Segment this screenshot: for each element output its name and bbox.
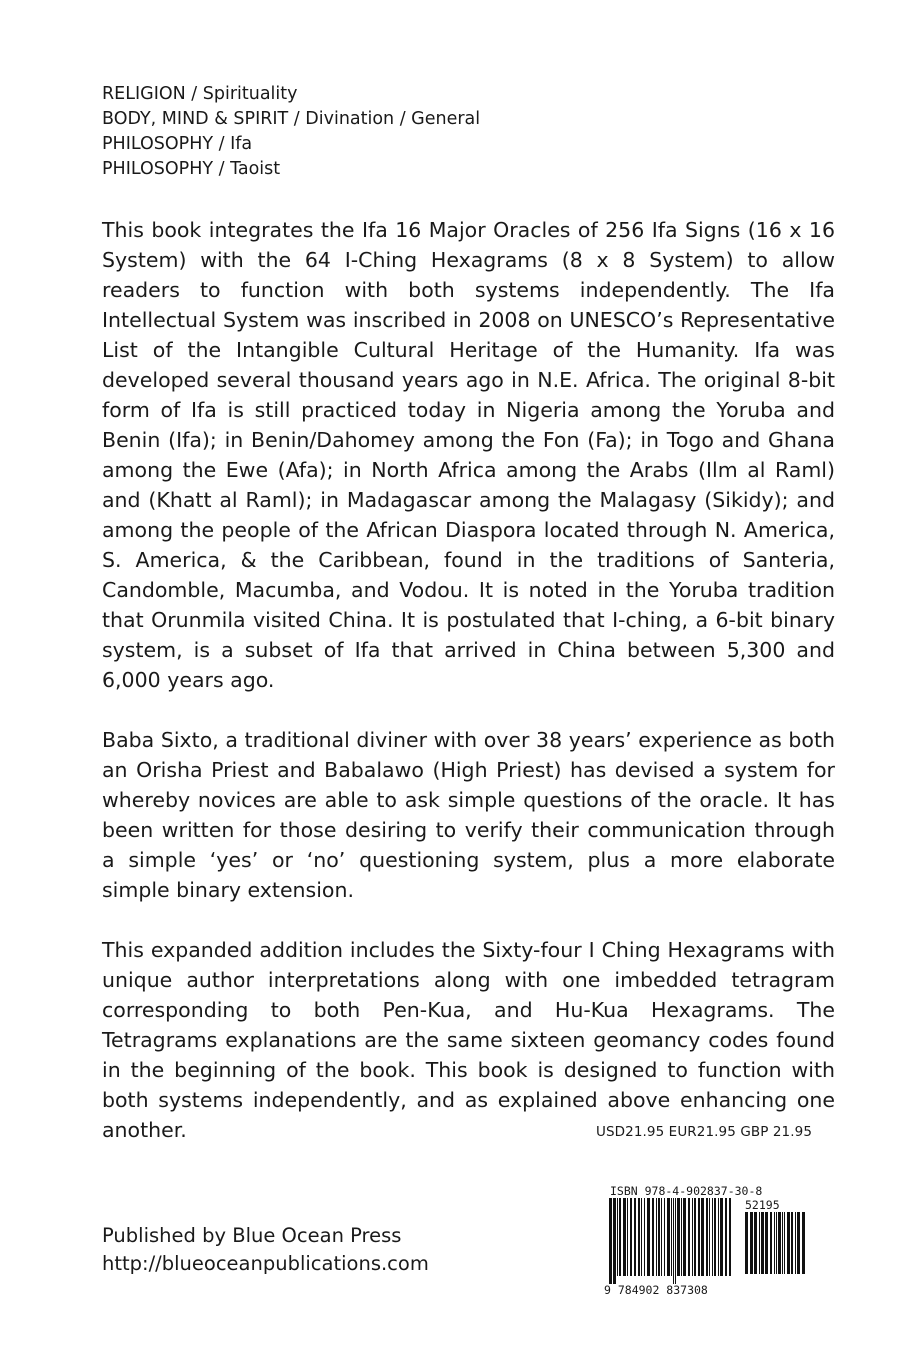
- barcode-bar: [617, 1198, 618, 1276]
- barcode-bar: [701, 1198, 704, 1276]
- barcode-bar: [720, 1198, 723, 1276]
- barcode-bar: [802, 1212, 805, 1274]
- barcode-bar: [627, 1198, 628, 1276]
- barcode-bar: [759, 1212, 760, 1274]
- barcode-bar: [709, 1198, 710, 1276]
- publisher-url: http://blueoceanpublications.com: [102, 1252, 429, 1275]
- barcode-bar: [778, 1212, 781, 1274]
- barcode-bar: [770, 1212, 772, 1274]
- price-line: USD21.95 EUR21.95 GBP 21.95: [596, 1124, 813, 1140]
- barcode-bar: [681, 1198, 682, 1276]
- publisher-name: Published by Blue Ocean Press: [102, 1224, 402, 1247]
- category-line: PHILOSOPHY / Taoist: [102, 159, 281, 179]
- barcode-bar: [725, 1198, 727, 1276]
- barcode-bar: [791, 1212, 793, 1274]
- barcode-bar: [718, 1198, 719, 1276]
- barcode-bar: [630, 1198, 632, 1276]
- barcode-bar: [644, 1198, 645, 1276]
- barcode-bar: [634, 1198, 636, 1276]
- price-addon-bars: [744, 1212, 806, 1288]
- barcode-bar: [776, 1212, 777, 1274]
- publisher-block: [102, 1222, 429, 1278]
- barcode-bar: [675, 1198, 676, 1284]
- barcode-bar: [706, 1198, 708, 1276]
- barcode-bar: [784, 1212, 785, 1274]
- category-line: PHILOSOPHY / Ifa: [102, 134, 253, 154]
- barcode-bar: [787, 1212, 790, 1274]
- barcode-bar: [613, 1198, 616, 1284]
- barcode-bar: [641, 1198, 642, 1276]
- barcode-bar: [671, 1198, 672, 1276]
- book-description: [102, 215, 835, 1175]
- barcode-bar: [683, 1198, 686, 1276]
- ean-barcode-bars: [608, 1198, 734, 1284]
- barcode-bar: [714, 1198, 716, 1276]
- barcode-bar: [795, 1212, 796, 1274]
- barcode-bar: [677, 1198, 680, 1276]
- description-paragraph: This book integrates the Ifa 16 Major Oracles of 256 Ifa Signs (16 x 16 System) with the 64 I-Ching Hexagrams (8 x 8 System) to allow readers to function with both systems independently. The Ifa Intellectual System was inscribed in 2008 on UNESCO’s Representative List of the Intangible Cultural Heritage of the Humanity. Ifa was developed several thousand years ago in N.E. Africa. The original 8-bit form of Ifa is still practiced today in Nigeria among the Yoruba and Benin (Ifa); in Benin/Dahomey among the Fon (Fa); in Togo and Ghana among the Ewe (Afa); in North Africa among the Arabs (Ilm al Raml) and (Khatt al Raml); in Madagascar among the Malagasy (Sikidy); and among the people of the African Diaspora located through N. America, S. America, & the Caribbean, found in the traditions of Santeria, Candomble, Macumba, and Vodou. It is noted in the Yoruba tradition that Orunmila visited China. It is postulated that I-ching, a 6-bit binary system, is a subset of Ifa that arrived in China between 5,300 and 6,000 years ago.: [102, 218, 835, 692]
- barcode-bar: [692, 1198, 693, 1276]
- category-line: RELIGION / Spirituality: [102, 84, 298, 104]
- category-line: BODY, MIND & SPIRIT / Divination / General: [102, 109, 481, 129]
- barcode-bar: [765, 1212, 768, 1274]
- description-paragraph: This expanded addition includes the Sixty-four I Ching Hexagrams with unique author interpretations along with one imbedded tetragram corresponding to both Pen-Kua, and Hu-Kua Hexagrams. The Tetragrams explanations are the same sixteen geomancy codes found in the beginning of the book. This book is designed to function with both systems independently, and as explained above enhancing one another.: [102, 938, 835, 1142]
- barcode-bar: [782, 1212, 783, 1274]
- barcode-bar: [647, 1198, 650, 1276]
- isbn-label: ISBN 978-4-902837-30-8: [610, 1184, 763, 1198]
- barcode-bar: [698, 1198, 700, 1276]
- barcode-bar: [750, 1212, 753, 1274]
- barcode-bar: [729, 1198, 731, 1276]
- description-paragraph: Baba Sixto, a traditional diviner with over 38 years’ experience as both an Orisha Priest and Babalawo (High Priest) has devised a system for whereby novices are able to ask simple questions of the oracle. It has been written for those desiring to verify their communication through a simple ‘yes’ or ‘no’ questioning system, plus a more elaborate simple binary extension.: [102, 728, 835, 902]
- barcode-bar: [774, 1212, 775, 1274]
- barcode-bar: [656, 1198, 657, 1276]
- barcode-bar: [623, 1198, 626, 1276]
- price-code: 52195: [745, 1198, 780, 1212]
- barcode-bar: [745, 1212, 748, 1274]
- barcode-bar: [797, 1212, 800, 1274]
- bisac-categories: [102, 82, 480, 182]
- barcode-bar: [761, 1212, 764, 1274]
- barcode-bar: [694, 1198, 696, 1276]
- barcode-bar: [688, 1198, 690, 1276]
- barcode-bar: [712, 1198, 713, 1276]
- barcode-bar: [661, 1198, 662, 1276]
- barcode-bar: [619, 1198, 621, 1276]
- barcode-bar: [609, 1198, 612, 1284]
- barcode-bar: [658, 1198, 660, 1276]
- barcode-bar: [652, 1198, 654, 1276]
- barcode-bar: [754, 1212, 757, 1274]
- barcode-bar: [664, 1198, 665, 1276]
- barcode-bar: [673, 1198, 674, 1284]
- barcode-bar: [638, 1198, 640, 1276]
- isbn-barcode: [600, 1180, 816, 1304]
- barcode-bar: [667, 1198, 670, 1276]
- barcode-digits: 9 784902 837308: [604, 1283, 708, 1297]
